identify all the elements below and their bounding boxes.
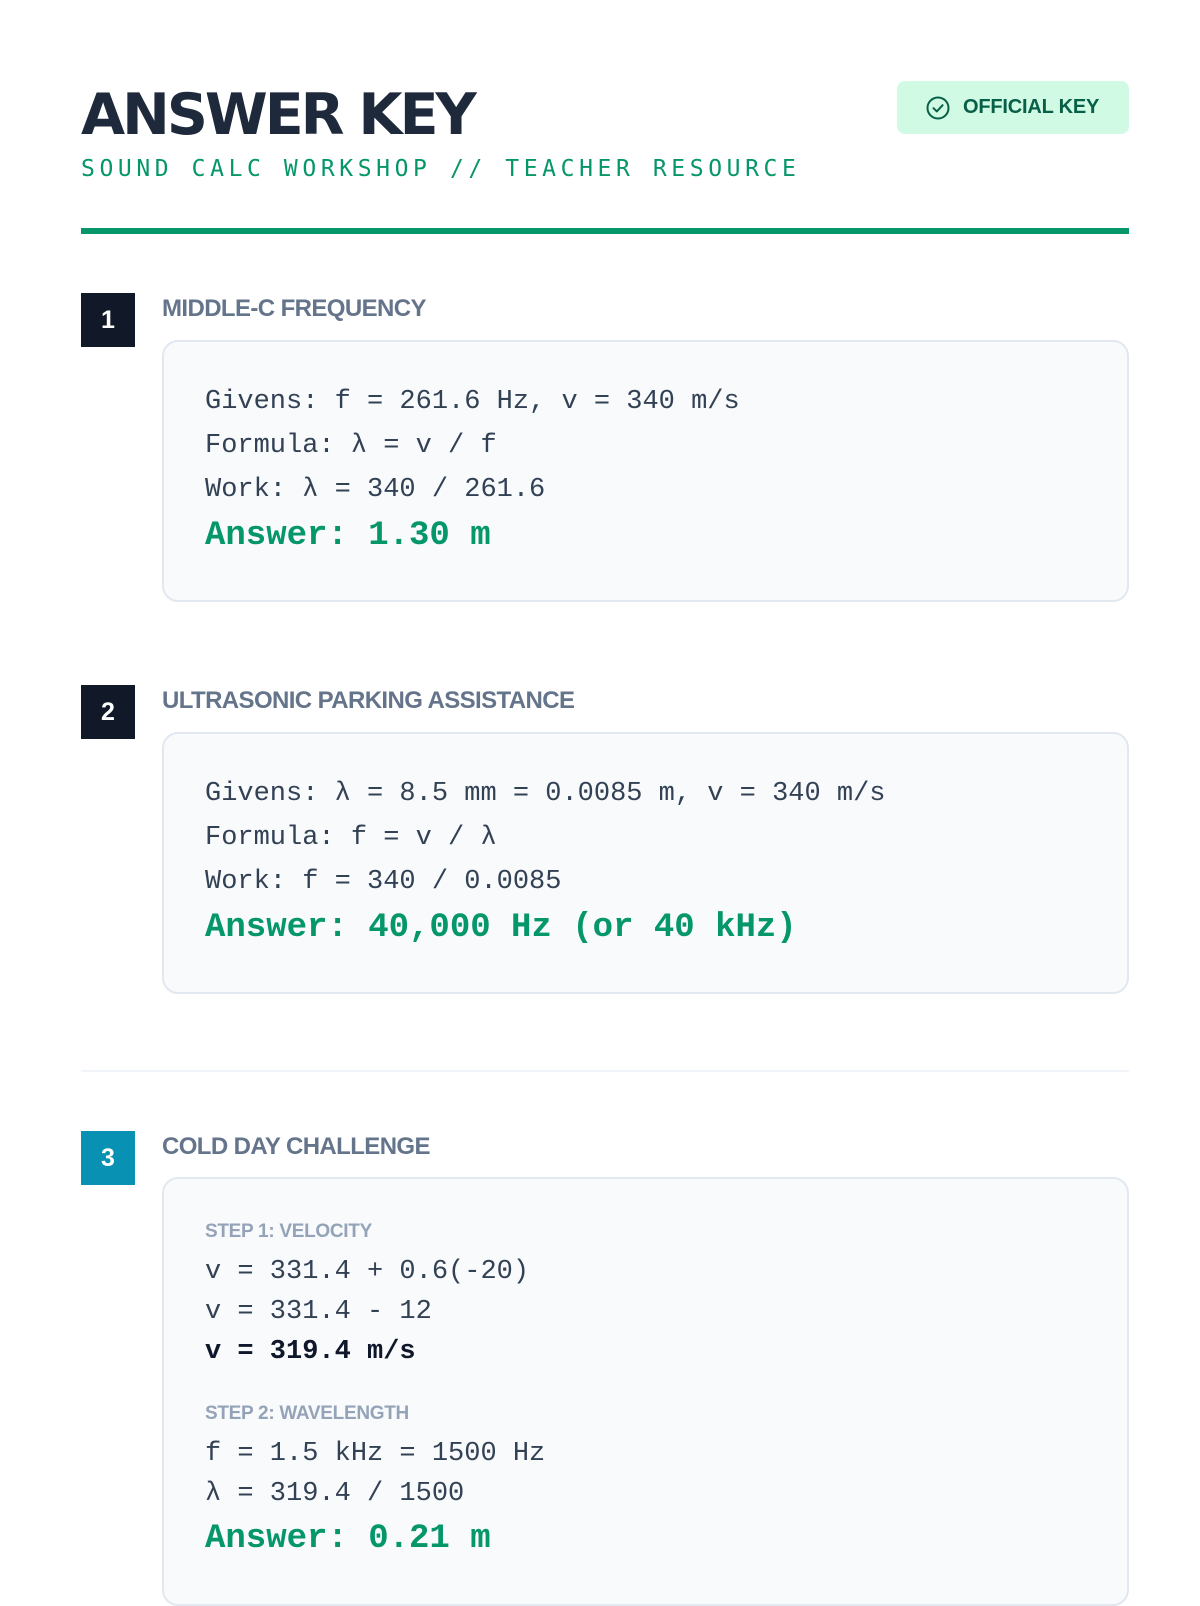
formula-line: Formula: f = v / λ	[205, 823, 497, 853]
answer-key-page	[81, 0, 1129, 1558]
official-key-badge	[897, 81, 1129, 134]
solution-card	[162, 732, 1129, 994]
page-title: ANSWER KEY	[81, 82, 474, 148]
step-1-label: STEP 1: VELOCITY	[205, 1221, 372, 1242]
problem-number-badge: 3	[81, 1131, 135, 1185]
step-1-line: v = 331.4 - 12	[205, 1297, 432, 1327]
solution-card	[162, 340, 1129, 602]
section-divider	[81, 1070, 1129, 1072]
formula-line: Formula: λ = v / f	[205, 431, 497, 461]
problem-title: ULTRASONIC PARKING ASSISTANCE	[162, 687, 575, 714]
problem-number-badge: 1	[81, 293, 135, 347]
answer-line: Answer: 40,000 Hz (or 40 kHz)	[205, 909, 797, 947]
step-2-line: λ = 319.4 / 1500	[205, 1479, 465, 1509]
badge-label: OFFICIAL KEY	[963, 96, 1100, 118]
check-circle-icon	[925, 95, 951, 121]
step-2-label: STEP 2: WAVELENGTH	[205, 1403, 409, 1424]
problem-title: COLD DAY CHALLENGE	[162, 1133, 430, 1160]
step-2-line: f = 1.5 kHz = 1500 Hz	[205, 1439, 546, 1469]
page-subtitle: SOUND CALC WORKSHOP // TEACHER RESOURCE	[81, 156, 801, 182]
givens-line: Givens: λ = 8.5 mm = 0.0085 m, v = 340 m/s	[205, 779, 886, 809]
answer-line: Answer: 1.30 m	[205, 517, 491, 555]
step-1-result: v = 319.4 m/s	[205, 1337, 416, 1367]
page-header	[81, 0, 1129, 234]
solution-card	[162, 1177, 1129, 1606]
problem-title: MIDDLE-C FREQUENCY	[162, 295, 426, 322]
work-line: Work: λ = 340 / 261.6	[205, 475, 546, 505]
step-1-line: v = 331.4 + 0.6(-20)	[205, 1257, 530, 1287]
answer-line: Answer: 0.21 m	[205, 1520, 491, 1558]
header-divider	[81, 228, 1129, 234]
work-line: Work: f = 340 / 0.0085	[205, 867, 562, 897]
problem-number-badge: 2	[81, 685, 135, 739]
givens-line: Givens: f = 261.6 Hz, v = 340 m/s	[205, 387, 740, 417]
